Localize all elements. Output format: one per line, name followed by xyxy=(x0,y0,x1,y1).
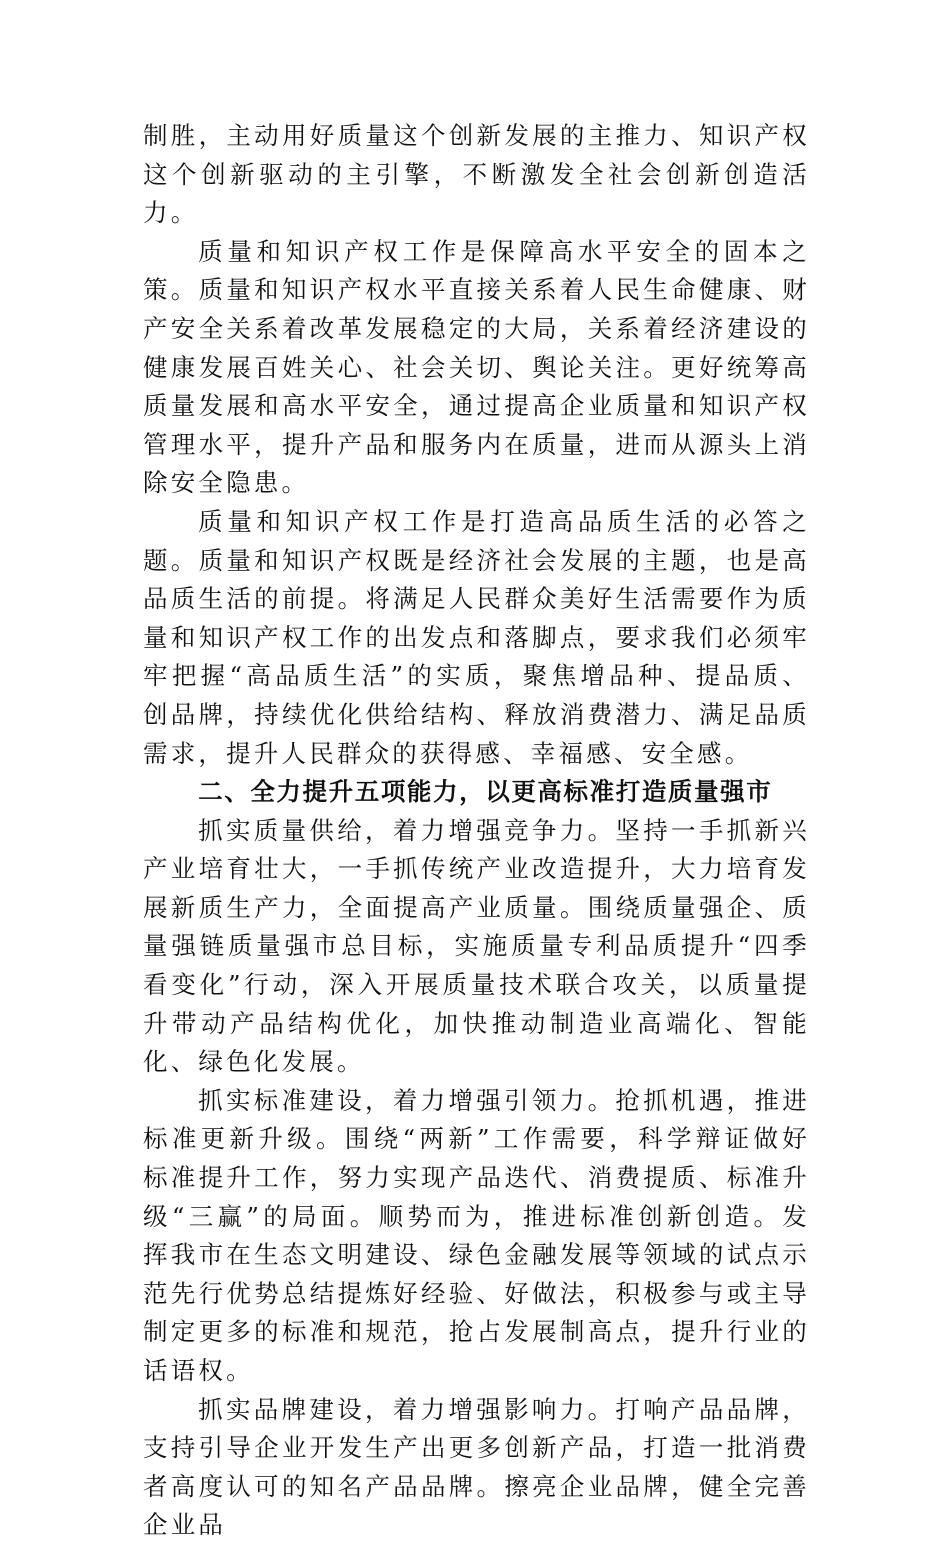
document-body xyxy=(143,117,810,1545)
paragraph-brand: 抓实品牌建设，着力增强影响力。打响产品品牌，支持引导企业开发生产出更多创新产品，打造一批消费者高度认可的知名产品品牌。擦亮企业品牌，健全完善企业品 xyxy=(143,1394,810,1540)
paragraph-quality-supply: 抓实质量供给，着力增强竞争力。坚持一手抓新兴产业培育壮大，一手抓传统产业改造提升，大力培育发展新质生产力，全面提高产业质量。围绕质量强企、质量强链质量强市总目标，实施质量专利品质提升“四季看变化”行动，深入开展质量技术联合攻关，以质量提升带动产品结构优化，加快推动制造业高端化、智能化、绿色化发展。 xyxy=(143,815,810,1077)
paragraph-continuation: 制胜，主动用好质量这个创新发展的主推力、知识产权这个创新驱动的主引擎，不断激发全社会创新创造活力。 xyxy=(143,121,810,228)
paragraph-standards: 抓实标准建设，着力增强引领力。抢抓机遇，推进标准更新升级。围绕“两新”工作需要，科学辩证做好标准提升工作，努力实现产品迭代、消费提质、标准升级“三赢”的局面。顺势而为，推进标准创新创造。发挥我市在生态文明建设、绿色金融发展等领域的试点示范先行优势总结提炼好经验、好做法，积极参与或主导制定更多的标准和规范，抢占发展制高点，提升行业的话语权。 xyxy=(143,1085,810,1385)
paragraph-quality-life: 质量和知识产权工作是打造高品质生活的必答之题。质量和知识产权既是经济社会发展的主题，也是高品质生活的前提。将满足人民群众美好生活需要作为质量和知识产权工作的出发点和落脚点，要求我们必须牢牢把握“高品质生活”的实质，聚焦增品种、提品质、创品牌，持续优化供给结构、释放消费潜力、满足品质需求，提升人民群众的获得感、幸福感、安全感。 xyxy=(143,506,810,768)
paragraph-security: 质量和知识产权工作是保障高水平安全的固本之策。质量和知识产权水平直接关系着人民生命健康、财产安全关系着改革发展稳定的大局，关系着经济建设的健康发展百姓关心、社会关切、舆论关注。更好统筹高质量发展和高水平安全，通过提高企业质量和知识产权管理水平，提升产品和服务内在质量，进而从源头上消除安全隐患。 xyxy=(143,236,810,498)
section-heading: 二、全力提升五项能力，以更高标准打造质量强市 xyxy=(198,777,773,807)
